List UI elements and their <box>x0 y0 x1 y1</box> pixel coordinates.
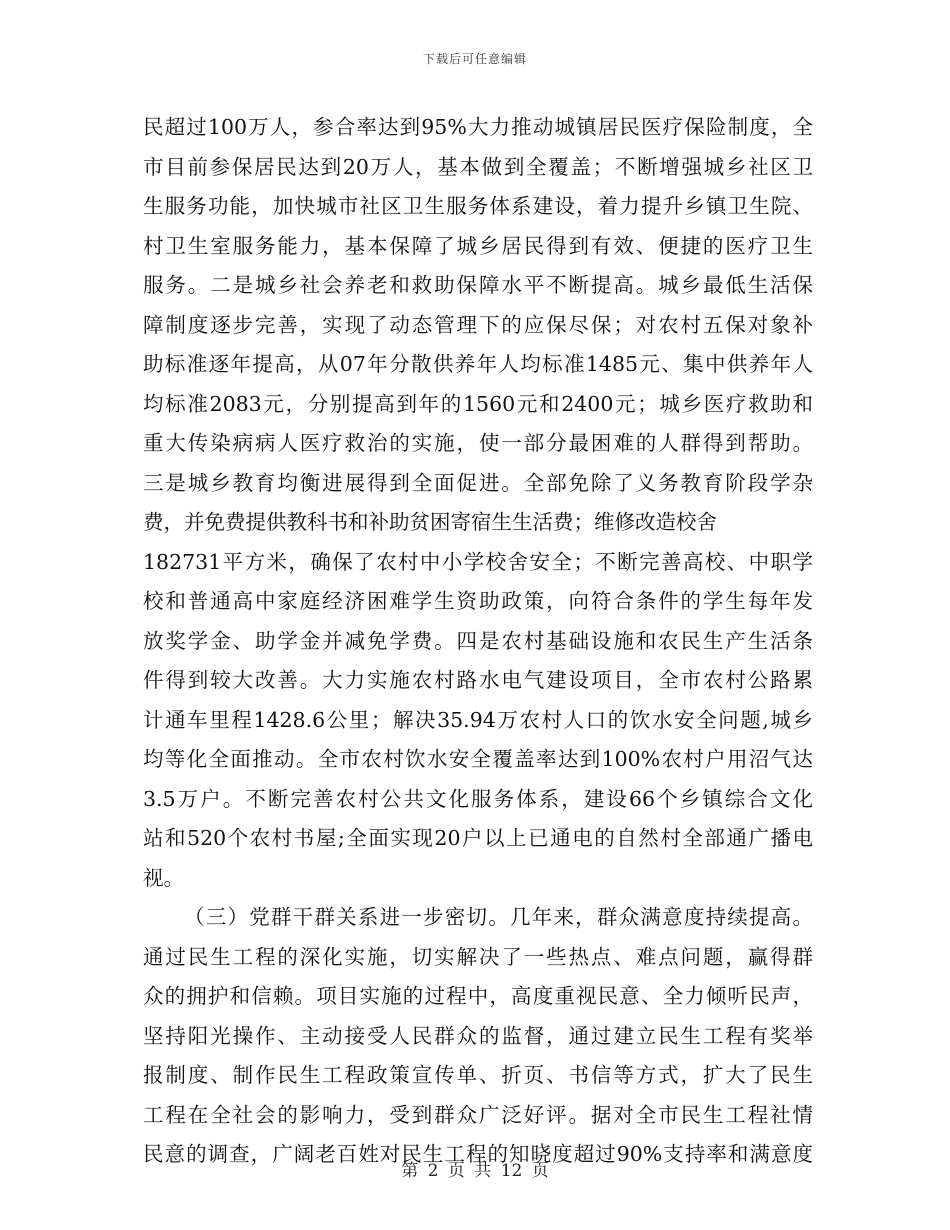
text-line: 通过民生工程的深化实施，切实解决了一些热点、难点问题，赢得群 <box>143 944 813 969</box>
text-line: 助标准逐年提高，从07年分散供养年人均标准1485元、集中供养年人 <box>143 352 813 376</box>
text-line: 费，并免费提供教科书和补助贫困寄宿生生活费；维修改造校舍 <box>143 510 717 534</box>
text-line: 生服务功能，加快城市社区卫生服务体系建设，着力提升乡镇卫生院、 <box>143 194 813 218</box>
text-line: 坚持阳光操作、主动接受人民群众的监督，通过建立民生工程有奖举 <box>143 1023 813 1048</box>
text-line: 村卫生室服务能力，基本保障了城乡居民得到有效、便捷的医疗卫生 <box>143 233 813 258</box>
text-line: 校和普通高中家庭经济困难学生资助政策，向符合条件的学生每年发 <box>143 589 813 613</box>
text-line: 三是城乡教育均衡进展得到全面促进。全部免除了义务教育阶段学杂 <box>143 470 813 495</box>
text-line: 民意的调查，广阔老百姓对民生工程的知晓度超过90%支持率和满意度 <box>143 1142 813 1166</box>
text-line: 民超过100万人，参合率达到95%大力推动城镇居民医疗保险制度，全 <box>143 115 813 139</box>
text-line: 均标准2083元，分别提高到年的1560元和2400元；城乡医疗救助和 <box>143 391 813 416</box>
text-line: 3.5万户。不断完善农村公共文化服务体系，建设66个乡镇综合文化 <box>143 786 813 811</box>
document-body <box>143 108 813 1175</box>
text-line: 市目前参保居民达到20万人，基本做到全覆盖；不断增强城乡社区卫 <box>143 154 813 179</box>
text-line: 182731平方米，确保了农村中小学校舍安全；不断完善高校、中职学 <box>143 549 813 574</box>
paragraph <box>143 898 813 1175</box>
paragraph <box>143 108 813 898</box>
text-line: 均等化全面推动。全市农村饮水安全覆盖率达到100%农村户用沼气达 <box>143 747 813 771</box>
text-line: 计通车里程1428.6公里；解决35.94万农村人口的饮水安全问题,城乡 <box>143 707 813 732</box>
text-line: 报制度、制作民生工程政策宣传单、折页、书信等方式，扩大了民生 <box>143 1063 813 1087</box>
page-header: 下载后可任意编辑 <box>422 52 527 66</box>
text-line: 重大传染病病人医疗救治的实施，使一部分最困难的人群得到帮助。 <box>143 431 813 455</box>
text-line: （三）党群干群关系进一步密切。几年来，群众满意度持续提高。 <box>184 905 813 929</box>
text-line: 站和520个农村书屋;全面实现20户以上已通电的自然村全部通广播电 <box>143 826 813 850</box>
text-line: 工程在全社会的影响力，受到群众广泛好评。据对全市民生工程社情 <box>143 1102 813 1127</box>
text-line: 众的拥护和信赖。项目实施的过程中，高度重视民意、全力倾听民声， <box>143 984 813 1008</box>
page-number-footer: 第 2 页 共 12 页 <box>401 1161 549 1181</box>
text-line: 视。 <box>143 865 184 890</box>
text-line: 障制度逐步完善，实现了动态管理下的应保尽保；对农村五保对象补 <box>143 312 813 337</box>
text-line: 服务。二是城乡社会养老和救助保障水平不断提高。城乡最低生活保 <box>143 273 813 297</box>
text-line: 放奖学金、助学金并减免学费。四是农村基础设施和农民生产生活条 <box>143 628 813 653</box>
text-line: 件得到较大改善。大力实施农村路水电气建设项目，全市农村公路累 <box>143 668 813 692</box>
